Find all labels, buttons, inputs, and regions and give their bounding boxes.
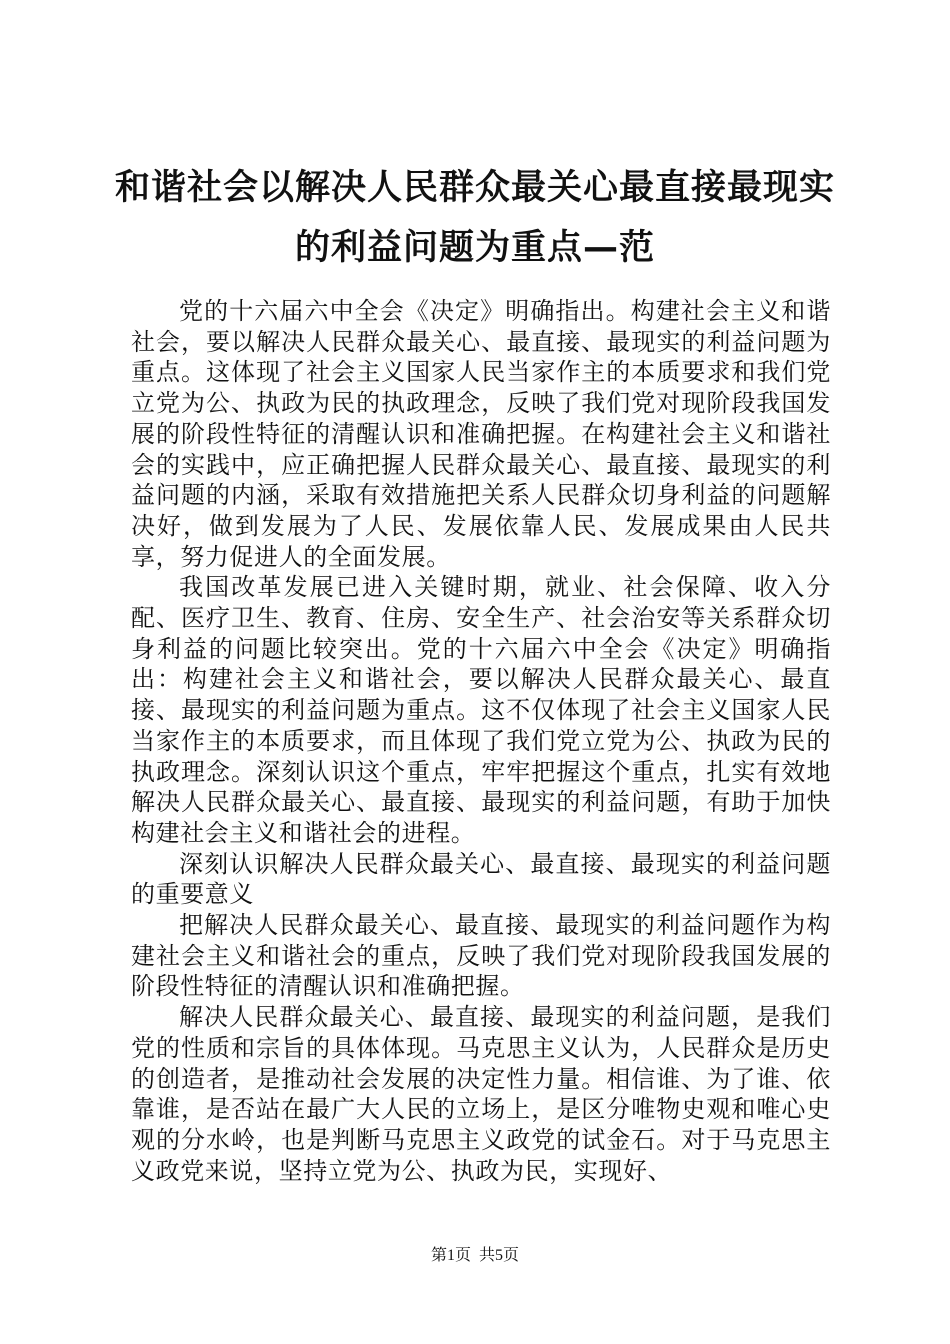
title-line-2: 的利益问题为重点—范 [294, 228, 655, 268]
page-footer [0, 1242, 950, 1265]
paragraph-2: 我国改革发展已进入关键时期，就业、社会保障、收入分配、医疗卫生、教育、住房、安全生产、社会治安等关系群众切身利益的问题比较突出。党的十六届六中全会《决定》明确指出：构建社会主义和谐社会，要以解决人民群众最关心、最直接、最现实的利益问题为重点。这不仅体现了社会主义国家人民当家作主的本质要求，而且体现了我们党立党为公、执政为民的执政理念。深刻认识这个重点，牢牢把握这个重点，扎实有效地解决人民群众最关心、最直接、最现实的利益问题，有助于加快构建社会主义和谐社会的进程。 [131, 573, 831, 847]
paragraph-3: 深刻认识解决人民群众最关心、最直接、最现实的利益问题的重要意义 [131, 849, 831, 909]
document-body [131, 296, 831, 1186]
paragraph-5: 解决人民群众最关心、最直接、最现实的利益问题，是我们党的性质和宗旨的具体体现。马克思主义认为，人民群众是历史的创造者，是推动社会发展的决定性力量。相信谁、为了谁、依靠谁，是否站在最广大人民的立场上，是区分唯物史观和唯心史观的分水岭，也是判断马克思主义政党的试金石。对于马克思主义政党来说，坚持立党为公、执政为民，实现好、 [131, 1003, 831, 1185]
title-line-1: 和谐社会以解决人民群众最关心最直接最现实 [114, 168, 835, 208]
paragraph-1: 党的十六届六中全会《决定》明确指出。构建社会主义和谐社会，要以解决人民群众最关心、最直接、最现实的利益问题为重点。这体现了社会主义国家人民当家作主的本质要求和我们党立党为公、执政为民的执政理念，反映了我们党对现阶段我国发展的阶段性特征的清醒认识和准确把握。在构建社会主义和谐社会的实践中，应正确把握人民群众最关心、最直接、最现实的利益问题的内涵，采取有效措施把关系人民群众切身利益的问题解决好，做到发展为了人民、发展依靠人民、发展成果由人民共享，努力促进人的全面发展。 [131, 297, 831, 571]
paragraph-4: 把解决人民群众最关心、最直接、最现实的利益问题作为构建社会主义和谐社会的重点，反映了我们党对现阶段我国发展的阶段性特征的清醒认识和准确把握。 [131, 911, 831, 1001]
document-title [90, 158, 860, 278]
page-number-label: 第1页 共5页 [430, 1247, 519, 1264]
